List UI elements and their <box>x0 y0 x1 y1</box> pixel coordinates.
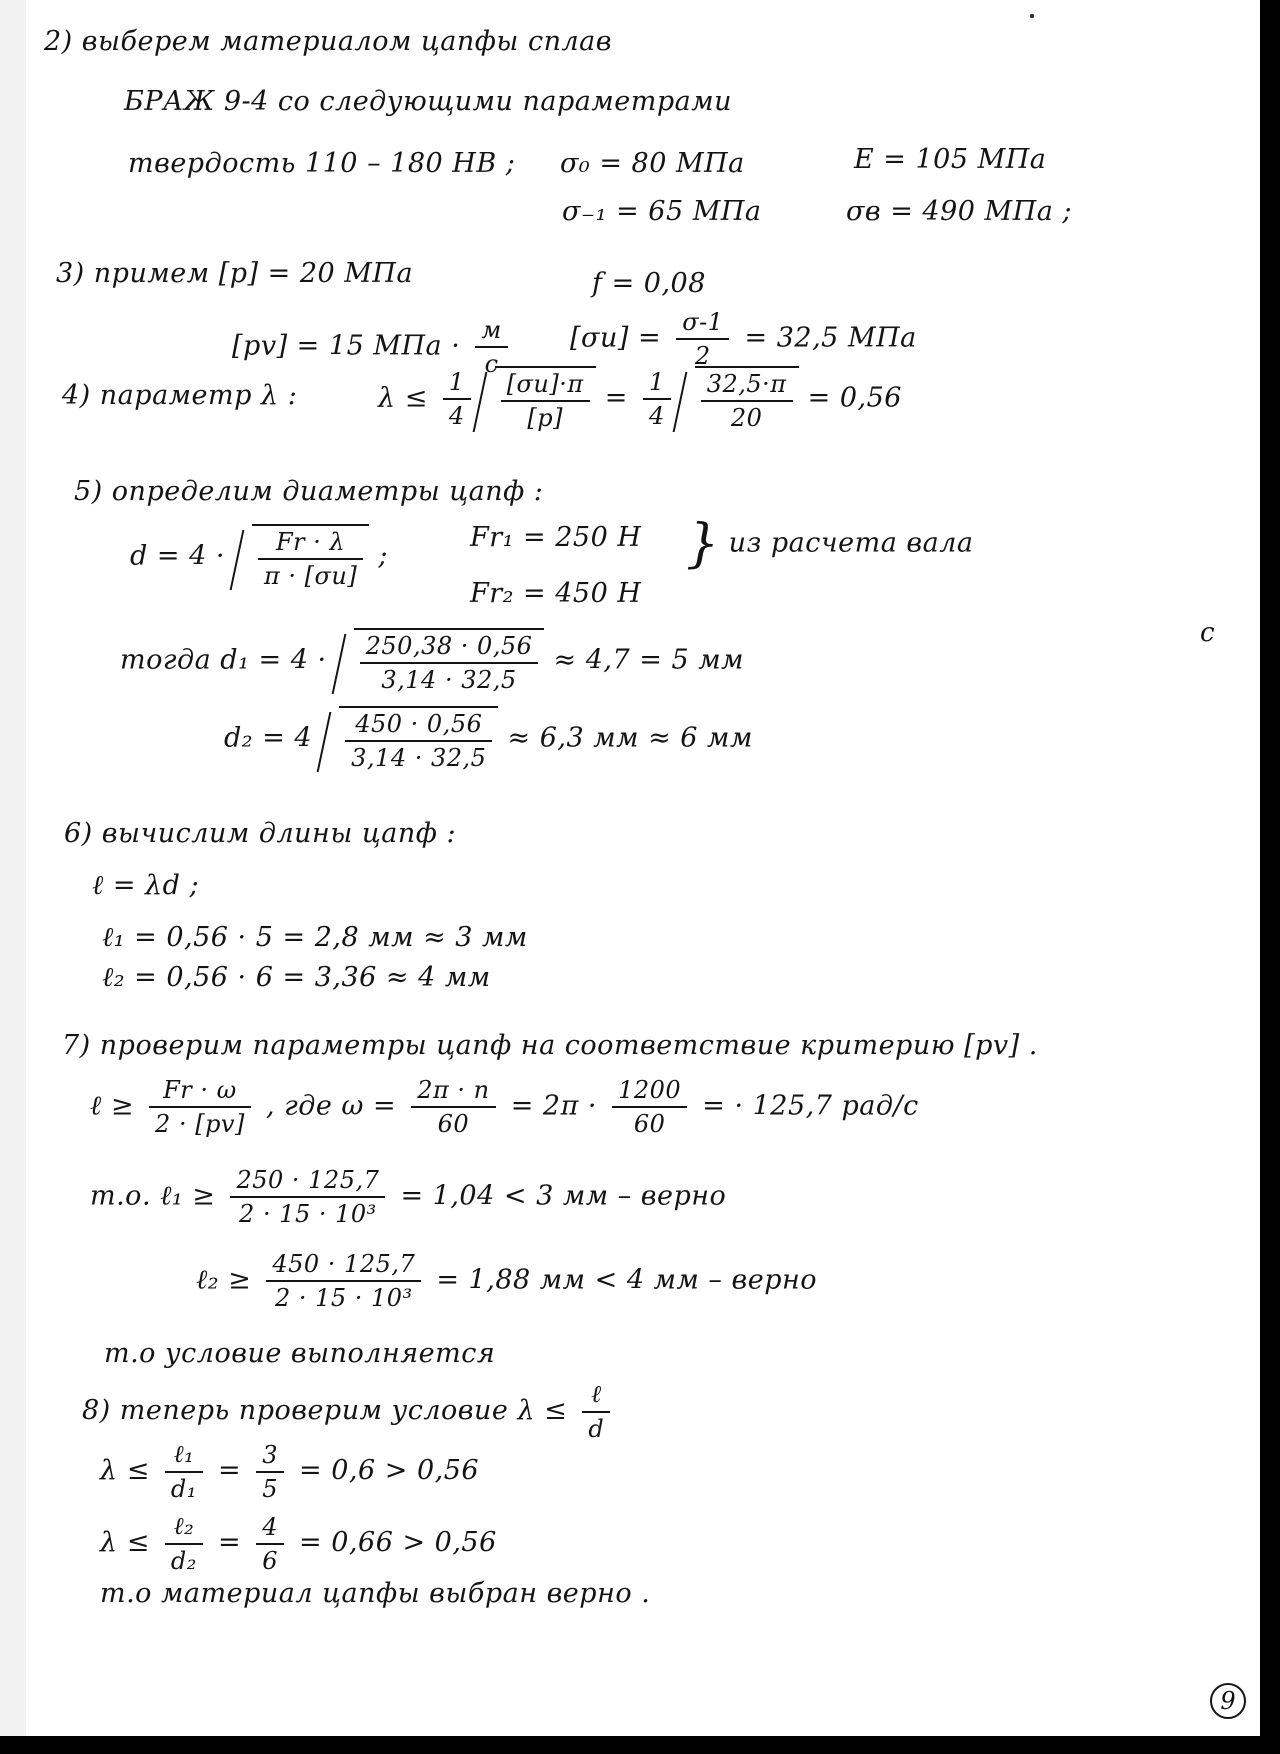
step-6-l1: ℓ₁ = 0,56 · 5 = 2,8 мм ≈ 3 мм <box>102 922 528 953</box>
step-5-d1: тогда d₁ = 4 · $\frac{250,38 \cdot 0,56}{3,14 \cdot 32,5}$ ≈ 4,7 = 5 мм <box>120 628 744 694</box>
step-7-header: 7) проверим параметры цапф на соответствие критерию [pv] . <box>62 1030 1038 1061</box>
step-5-brace-note: } из расчета вала <box>686 514 974 574</box>
step-8-conclusion: т.о материал цапфы выбран верно . <box>100 1578 651 1609</box>
step-7-l2-check: ℓ₂ ≥ $\frac{450 \cdot 125,7}{\text{2 · 15 · 10³}}$ = 1,88 мм < 4 мм – верно <box>196 1250 818 1312</box>
step-2-header: 2) выберем материалом цапфы сплав <box>44 26 612 57</box>
step-5-d2: d₂ = 4 $\frac{450 \cdot 0,56}{3,14 \cdot 32,5}$ ≈ 6,3 мм ≈ 6 мм <box>224 706 753 772</box>
step-7-formula: ℓ ≥ $\frac{Fr \cdot \omega}{2 \cdot [pv]}$ , где ω = $\frac{2\pi \cdot n}{60}$ = 2π · $\frac{1200}{60}$ = · 125,7 рад/с <box>90 1076 919 1138</box>
step-3-pv: [pv] = 15 МПа · $\frac{м}{с}$ <box>232 316 514 378</box>
step-2-sigma-b: σв = 490 МПа ; <box>846 196 1073 227</box>
step-2-hardness: твердость 110 – 180 HB ; <box>128 148 516 179</box>
step-4-formula: λ ≤ $\frac{1}{4}$ $\frac{[\sigma и]\cdot\pi}{[p]}$ = $\frac{1}{4}$ $\frac{32,5\cdot\pi}{20}$ = 0,56 <box>378 368 902 432</box>
step-8-check-2: λ ≤ $\frac{\text{ℓ₂}}{\text{d₂}}$ = $\frac{4}{6}$ = 0,66 > 0,56 <box>100 1512 497 1575</box>
step-2-modulus: E = 105 МПа <box>854 144 1047 175</box>
step-5-force-2: Fr₂ = 450 Н <box>470 578 642 609</box>
step-2-sigma0: σ₀ = 80 МПа <box>560 148 745 179</box>
scan-edge-bottom <box>0 1736 1280 1754</box>
stray-mark: с <box>1200 618 1215 648</box>
step-8-check-1: λ ≤ $\frac{\text{ℓ₁}}{\text{d₁}}$ = $\frac{3}{5}$ = 0,6 > 0,56 <box>100 1440 480 1503</box>
step-7-l1-check: т.о. ℓ₁ ≥ $\frac{250 \cdot 125,7}{\text{2 · 15 · 10³}}$ = 1,04 < 3 мм – верно <box>90 1166 727 1228</box>
page-left-shadow <box>0 0 26 1754</box>
step-5-force-1: Fr₁ = 250 Н <box>470 522 642 553</box>
step-4-label: 4) параметр λ : <box>62 380 298 411</box>
step-2-material: БРАЖ 9-4 со следующими параметрами <box>124 86 732 117</box>
step-7-conclusion: т.о условие выполняется <box>104 1338 496 1369</box>
step-3-p: 3) примем [p] = 20 МПа <box>56 258 414 289</box>
step-3-f: f = 0,08 <box>592 268 706 299</box>
scan-edge-right <box>1260 0 1280 1754</box>
step-3-sigma-u: [σи] = $\frac{\sigma-1}{2}$ = 32,5 МПа <box>570 308 917 370</box>
step-6-l: ℓ = λd ; <box>92 870 200 901</box>
step-2-sigma-minus1: σ₋₁ = 65 МПа <box>562 196 762 227</box>
step-5-header: 5) определим диаметры цапф : <box>74 476 544 507</box>
step-6-header: 6) вычислим длины цапф : <box>64 818 457 849</box>
step-8-header: 8) теперь проверим условие λ ≤ $\frac{\text{ℓ}}{d}$ <box>82 1380 616 1443</box>
step-6-l2: ℓ₂ = 0,56 · 6 = 3,36 ≈ 4 мм <box>102 962 491 993</box>
step-5-formula: d = 4 · $\frac{Fr \cdot \lambda}{\pi \cdot [\sigma и]}$ ; <box>130 524 388 590</box>
page-number: 9 <box>1210 1683 1246 1719</box>
ink-dot <box>1030 14 1034 18</box>
